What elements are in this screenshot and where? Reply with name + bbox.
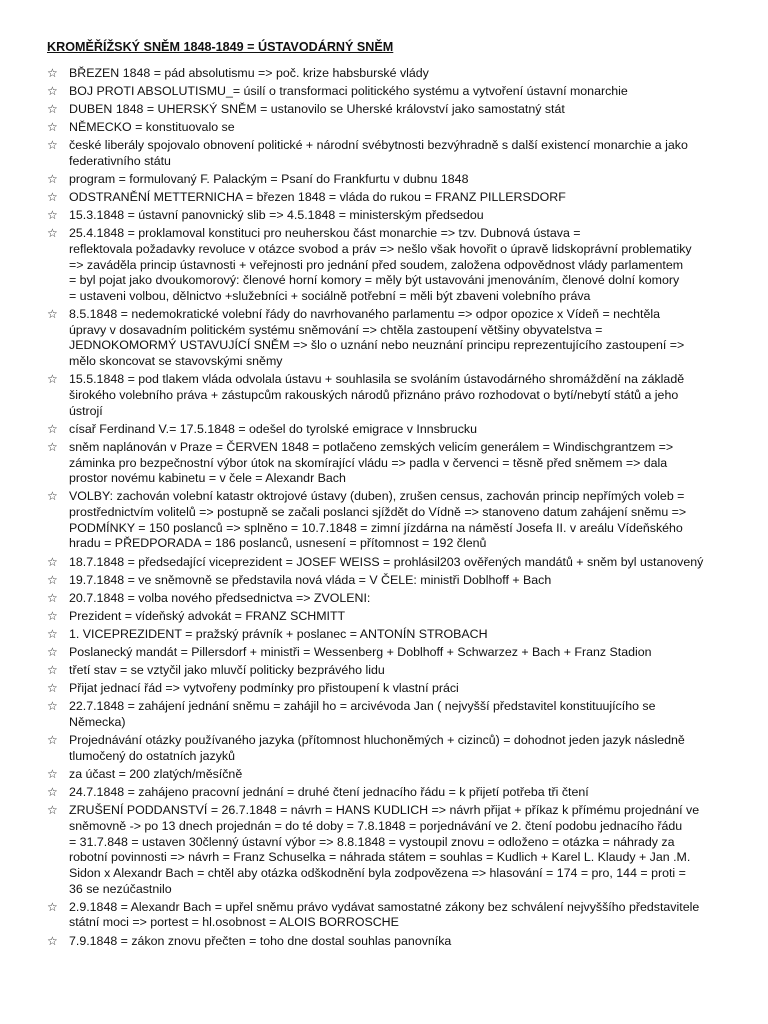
list-item-text-line: 8.5.1848 = nedemokratické volební řády do navrhovaného parlamentu => odpor opozice x Vídeň = nechtěla <box>69 307 661 322</box>
star-bullet-icon: ☆ <box>47 65 58 80</box>
list-item-text-line: širokého volebního práva + zástupcům rakouských národů přiznáno právo rozhodovat o bytí/nebytí států a jeho <box>69 387 679 402</box>
list-item-text-line: za účast = 200 zlatých/měsíčně <box>69 766 243 781</box>
list-item-text-line: VOLBY: zachován volební katastr oktrojové ústavy (duben), zrušen census, zachován princip nepřímých voleb = <box>69 489 685 504</box>
list-item-text-line: 25.4.1848 = proklamoval konstituci pro neuherskou část monarchie => tzv. Dubnová ústava = <box>69 226 581 241</box>
list-item <box>47 440 738 487</box>
star-bullet-icon: ☆ <box>47 803 58 818</box>
list-item <box>47 190 738 206</box>
list-item-text-line: 1. VICEPREZIDENT = pražský právník + poslanec = ANTONÍN STROBACH <box>69 626 488 641</box>
list-item-text-line: císař Ferdinand V.= 17.5.1848 = odešel do tyrolské emigrace v Innsbrucku <box>69 421 477 436</box>
list-item-text-line: 24.7.1848 = zahájeno pracovní jednání = druhé čtení jednacího řádu = k přijetí potřeba tři čtení <box>69 785 589 799</box>
list-item-text-line: DUBEN 1848 = UHERSKÝ SNĚM = ustanovilo se Uherské království jako samostatný stát <box>69 101 565 116</box>
list-item <box>47 785 738 801</box>
list-item-text-line: 20.7.1848 = volba nového předsednictva => ZVOLENI: <box>69 590 371 605</box>
list-item <box>47 307 738 370</box>
star-bullet-icon: ☆ <box>47 663 58 678</box>
list-item-text-line: 22.7.1848 = zahájení jednání sněmu = zahájil ho = arcivévoda Jan ( nejvyšší představitel konstituujícího se <box>69 699 656 714</box>
list-item-text-line: robotní povinnosti => návrh = Franz Schuselka = náhrada státem = souhlas = Kudlich + Karel L. Klaudy + Jan .M. <box>69 850 691 865</box>
star-bullet-icon: ☆ <box>47 699 58 714</box>
list-item <box>47 226 738 305</box>
list-item <box>47 489 738 552</box>
list-item-text-line: 15.5.1848 = pod tlakem vláda odvolala ústavu + souhlasila se svoláním ústavodárného shromáždění na základě <box>69 372 685 387</box>
star-bullet-icon: ☆ <box>47 785 58 799</box>
star-bullet-icon: ☆ <box>47 208 58 223</box>
list-item <box>47 609 738 625</box>
list-item <box>47 66 738 82</box>
list-item-text-line: úpravy v dosavadním politickém systému sněmování => chtěla zastoupení většiny obyvatelstva = <box>69 322 603 337</box>
star-bullet-icon: ☆ <box>47 489 58 504</box>
list-item-text-line: 15.3.1848 = ústavní panovnický slib => 4.5.1848 = ministerským předsedou <box>69 208 484 223</box>
list-item-text-line: PODMÍNKY = 150 poslanců => splněno = 10.7.1848 = zimní jízdárna na náměstí Josefa II. v areálu Vídeňského <box>69 520 683 535</box>
list-item <box>47 120 738 136</box>
star-bullet-icon: ☆ <box>47 554 58 569</box>
list-item-text-line: záminka pro bezpečnostní výbor útok na skomírající vládu => padla v červenci = těsně před sněmem => dala <box>69 455 668 470</box>
list-item-text-line: = byl pojat jako dvoukomorový: členové horní komory = měly být ustavováni jmenováním, členové dolní komory <box>69 273 680 288</box>
list-item-text-line: = 31.7.848 = ustaven 30členný ústavní výbor => 8.8.1848 = vystoupil znovu = odloženo = otázka = náhrady za <box>69 834 675 849</box>
list-item <box>47 422 738 438</box>
list-item <box>47 900 738 931</box>
list-item <box>47 208 738 224</box>
list-item-text-line: Prezident = vídeňský advokát = FRANZ SCHMITT <box>69 608 346 623</box>
list-item-text-line: tlumočený do ostatních jazyků <box>69 748 235 763</box>
star-bullet-icon: ☆ <box>47 421 58 436</box>
document-title: KROMĚŘÍŽSKÝ SNĚM 1848-1849 = ÚSTAVODÁRNÝ SNĚM <box>47 40 394 54</box>
list-item-text-line: státní moci => portest = hl.osobnost = ALOIS BORROSCHE <box>69 915 399 930</box>
list-item <box>47 172 738 188</box>
star-bullet-icon: ☆ <box>47 608 58 623</box>
list-item <box>47 663 738 679</box>
star-bullet-icon: ☆ <box>47 138 58 153</box>
star-bullet-icon: ☆ <box>47 307 58 322</box>
list-item <box>47 102 738 118</box>
list-item-text-line: 7.9.1848 = zákon znovu přečten = toho dne dostal souhlas panovníka <box>69 933 452 948</box>
list-item-text-line: sněmovně -> po 13 dnech projednán = do té doby = 7.8.1848 = porjednávání ve 2. čtení podobu jednacího řádu <box>69 818 683 833</box>
list-item-text-line: ústrojí <box>69 403 103 418</box>
list-item-text-line: BOJ PROTI ABSOLUTISMU_= úsilí o transformaci politického systému a vytvoření ústavní monarchie <box>69 83 628 98</box>
list-item-text-line: federativního státu <box>69 153 171 168</box>
list-item-text-line: prostor novému kabinetu = v čele = Alexandr Bach <box>69 471 346 486</box>
list-item <box>47 645 738 661</box>
list-item-text-line: BŘEZEN 1848 = pád absolutismu => poč. krize habsburské vlády <box>69 65 429 80</box>
list-item <box>47 803 738 897</box>
list-item <box>47 733 738 764</box>
list-item-text-line: ZRUŠENÍ PODDANSTVÍ = 26.7.1848 = návrh = HANS KUDLICH => návrh přijat + příkaz k přímému projednání ve <box>69 803 700 818</box>
list-item-text-line: mělo skoncovat se stavovskými sněmy <box>69 354 283 369</box>
list-item-text-line: Sidon x Alexandr Bach = chtěl aby otázka odškodnění byla zodpovězena => hlasování = 174 = pro, 144 = proti = <box>69 865 686 880</box>
list-item <box>47 681 738 697</box>
list-item-text-line: => zaváděla princip ústavnosti + veřejnosti pro jednání před soudem, založena odpovědnost vlády parlamentem <box>69 257 684 272</box>
star-bullet-icon: ☆ <box>47 933 58 948</box>
star-bullet-icon: ☆ <box>47 733 58 748</box>
star-bullet-icon: ☆ <box>47 645 58 660</box>
list-item-text-line: Přijat jednací řád => vytvořeny podmínky pro přistoupení k vlastní práci <box>69 681 459 696</box>
star-bullet-icon: ☆ <box>47 439 58 454</box>
list-item <box>47 591 738 607</box>
star-bullet-icon: ☆ <box>47 171 58 186</box>
list-item-text-line: 36 se nezúčastnilo <box>69 881 172 896</box>
bullet-list <box>47 66 738 950</box>
list-item-text-line: ODSTRANĚNÍ METTERNICHA = březen 1848 = vláda do rukou = FRANZ PILLERSDORF <box>69 189 566 204</box>
list-item-text-line: NĚMECKO = konstituovalo se <box>69 119 235 134</box>
list-item <box>47 138 738 169</box>
list-item <box>47 767 738 783</box>
list-item-text-line: prostřednictvím volitelů => postupně se začali poslanci sjíždět do Vídně => stanoveno datum zahájení sněmu => <box>69 505 687 520</box>
star-bullet-icon: ☆ <box>47 226 58 241</box>
star-bullet-icon: ☆ <box>47 626 58 641</box>
list-item <box>47 372 738 419</box>
list-item-text-line: sněm naplánován v Praze = ČERVEN 1848 = potlačeno zemských velicím generálem = Windischgrantzem => <box>69 439 674 454</box>
list-item-text-line: reflektovala požadavky revoluce v otázce svobod a práv => nešlo však hovořit o úpravě lidskoprávní problematiky <box>69 241 692 256</box>
list-item-text-line: Německa) <box>69 715 126 730</box>
star-bullet-icon: ☆ <box>47 899 58 914</box>
list-item-text-line: třetí stav = se vztyčil jako mluvčí politicky bezprávého lidu <box>69 663 385 678</box>
list-item <box>47 573 738 589</box>
star-bullet-icon: ☆ <box>47 681 58 696</box>
list-item-text-line: hradu = PŘEDPORADA = 186 poslanců, usnesení = přítomnost = 192 členů <box>69 536 487 551</box>
list-item-text-line: program = formulovaný F. Palackým = Psaní do Frankfurtu v dubnu 1848 <box>69 171 469 186</box>
list-item-text-line: 19.7.1848 = ve sněmovně se představila nová vláda = V ČELE: ministři Doblhoff + Bach <box>69 572 552 587</box>
list-item <box>47 934 738 950</box>
star-bullet-icon: ☆ <box>47 83 58 98</box>
star-bullet-icon: ☆ <box>47 372 58 387</box>
star-bullet-icon: ☆ <box>47 119 58 134</box>
list-item-text-line: 2.9.1848 = Alexandr Bach = upřel sněmu právo vydávat samostatné zákony bez schválení nejvyššího představitele <box>69 899 700 914</box>
list-item-text-line: české liberály spojovalo obnovení politické + národní svébytnosti bezvýhradně s další existencí monarchie a jako <box>69 138 688 153</box>
list-item-text-line: 18.7.1848 = předsedající viceprezident = JOSEF WEISS = prohlásil203 ověřených mandátů + sněm byl ustanovený <box>69 554 704 569</box>
list-item <box>47 699 738 730</box>
list-item-text-line: = ustaveni volbou, dělnictvo +služebníci + sociálně potřební = měli být zbaveni volebního práva <box>69 288 591 303</box>
star-bullet-icon: ☆ <box>47 766 58 781</box>
star-bullet-icon: ☆ <box>47 101 58 116</box>
list-item-text-line: JEDNOKOMORMÝ USTAVUJÍCÍ SNĚM => šlo o uznání nebo neuznání principu reprezentujícího zastoupení => <box>69 338 685 353</box>
list-item-text-line: Projednávání otázky používaného jazyka (přítomnost hluchoněmých + cizinců) = dohodnot jeden jazyk následně <box>69 733 685 748</box>
list-item <box>47 555 738 571</box>
star-bullet-icon: ☆ <box>47 189 58 204</box>
list-item <box>47 627 738 643</box>
star-bullet-icon: ☆ <box>47 572 58 587</box>
list-item <box>47 84 738 100</box>
star-bullet-icon: ☆ <box>47 590 58 605</box>
list-item-text-line: Poslanecký mandát = Pillersdorf + ministři = Wessenberg + Doblhoff + Schwarzez + Bach + Franz Stadion <box>69 645 652 660</box>
